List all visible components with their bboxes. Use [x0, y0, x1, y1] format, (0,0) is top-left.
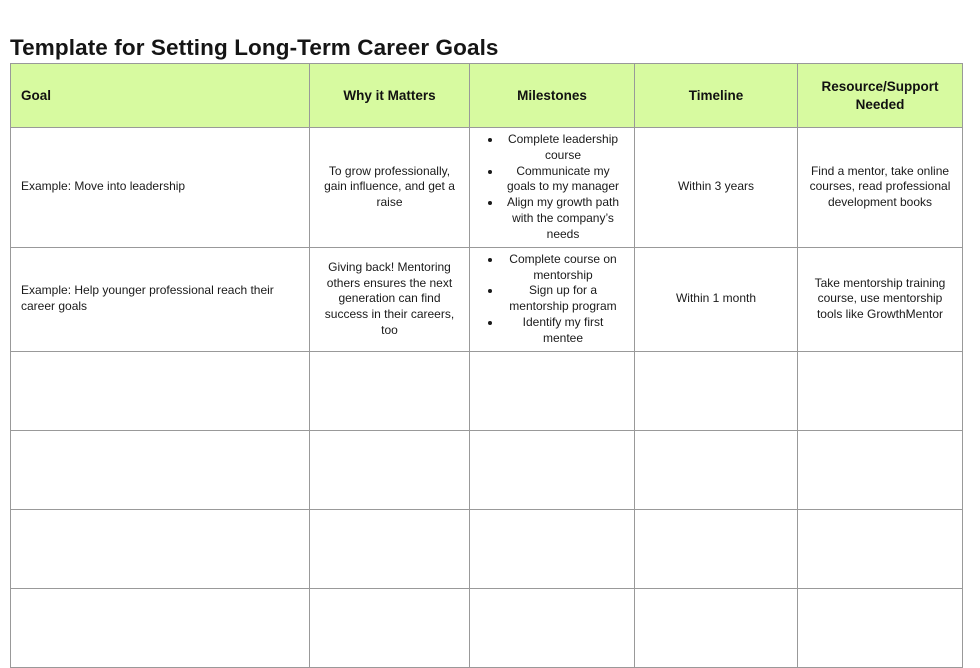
empty-milestones-cell[interactable]	[470, 588, 635, 667]
empty-why-cell[interactable]	[310, 351, 470, 430]
goal-cell[interactable]: Example: Move into leadership	[11, 128, 310, 248]
milestones-cell[interactable]	[470, 247, 635, 351]
empty-milestones-cell[interactable]	[470, 430, 635, 509]
milestones-cell[interactable]	[470, 128, 635, 248]
header-row	[11, 64, 963, 128]
table-row-empty	[11, 430, 963, 509]
milestone-list	[476, 132, 628, 243]
career-goals-table	[10, 63, 963, 668]
empty-resource-cell[interactable]	[798, 588, 963, 667]
empty-milestones-cell[interactable]	[470, 351, 635, 430]
milestone-item: • Complete leadership course	[502, 132, 624, 164]
table-row-empty	[11, 588, 963, 667]
why-cell[interactable]: Giving back! Mentoring others ensures the next generation can find success in their careers, too	[310, 247, 470, 351]
empty-why-cell[interactable]	[310, 588, 470, 667]
milestone-item: • Align my growth path with the company’s needs	[502, 195, 624, 242]
empty-timeline-cell[interactable]	[635, 588, 798, 667]
header-cell-timeline: Timeline	[635, 64, 798, 128]
empty-timeline-cell[interactable]	[635, 430, 798, 509]
resource-cell[interactable]: Take mentorship training course, use mentorship tools like GrowthMentor	[798, 247, 963, 351]
page-title: Template for Setting Long-Term Career Goals	[10, 35, 499, 61]
milestone-item: • Sign up for a mentorship program	[502, 283, 624, 315]
milestone-item: • Communicate my goals to my manager	[502, 164, 624, 196]
milestone-item: • Identify my first mentee	[502, 315, 624, 347]
table-row-empty	[11, 509, 963, 588]
empty-resource-cell[interactable]	[798, 351, 963, 430]
empty-why-cell[interactable]	[310, 509, 470, 588]
why-cell[interactable]: To grow professionally, gain influence, and get a raise	[310, 128, 470, 248]
empty-goal-cell[interactable]	[11, 588, 310, 667]
empty-timeline-cell[interactable]	[635, 351, 798, 430]
header-cell-resource-support: Resource/Support Needed	[798, 64, 963, 128]
empty-goal-cell[interactable]	[11, 351, 310, 430]
table-row-example-1	[11, 128, 963, 248]
milestone-list	[476, 252, 628, 347]
empty-goal-cell[interactable]	[11, 430, 310, 509]
timeline-cell[interactable]: Within 3 years	[635, 128, 798, 248]
empty-milestones-cell[interactable]	[470, 509, 635, 588]
goal-cell[interactable]: Example: Help younger professional reach their career goals	[11, 247, 310, 351]
resource-cell[interactable]: Find a mentor, take online courses, read professional development books	[798, 128, 963, 248]
empty-resource-cell[interactable]	[798, 509, 963, 588]
table-row-example-2	[11, 247, 963, 351]
empty-timeline-cell[interactable]	[635, 509, 798, 588]
header-cell-milestones: Milestones	[470, 64, 635, 128]
timeline-cell[interactable]: Within 1 month	[635, 247, 798, 351]
header-cell-goal: Goal	[11, 64, 310, 128]
header-cell-why-it-matters: Why it Matters	[310, 64, 470, 128]
table-row-empty	[11, 351, 963, 430]
empty-goal-cell[interactable]	[11, 509, 310, 588]
empty-why-cell[interactable]	[310, 430, 470, 509]
milestone-item: • Complete course on mentorship	[502, 252, 624, 284]
empty-resource-cell[interactable]	[798, 430, 963, 509]
